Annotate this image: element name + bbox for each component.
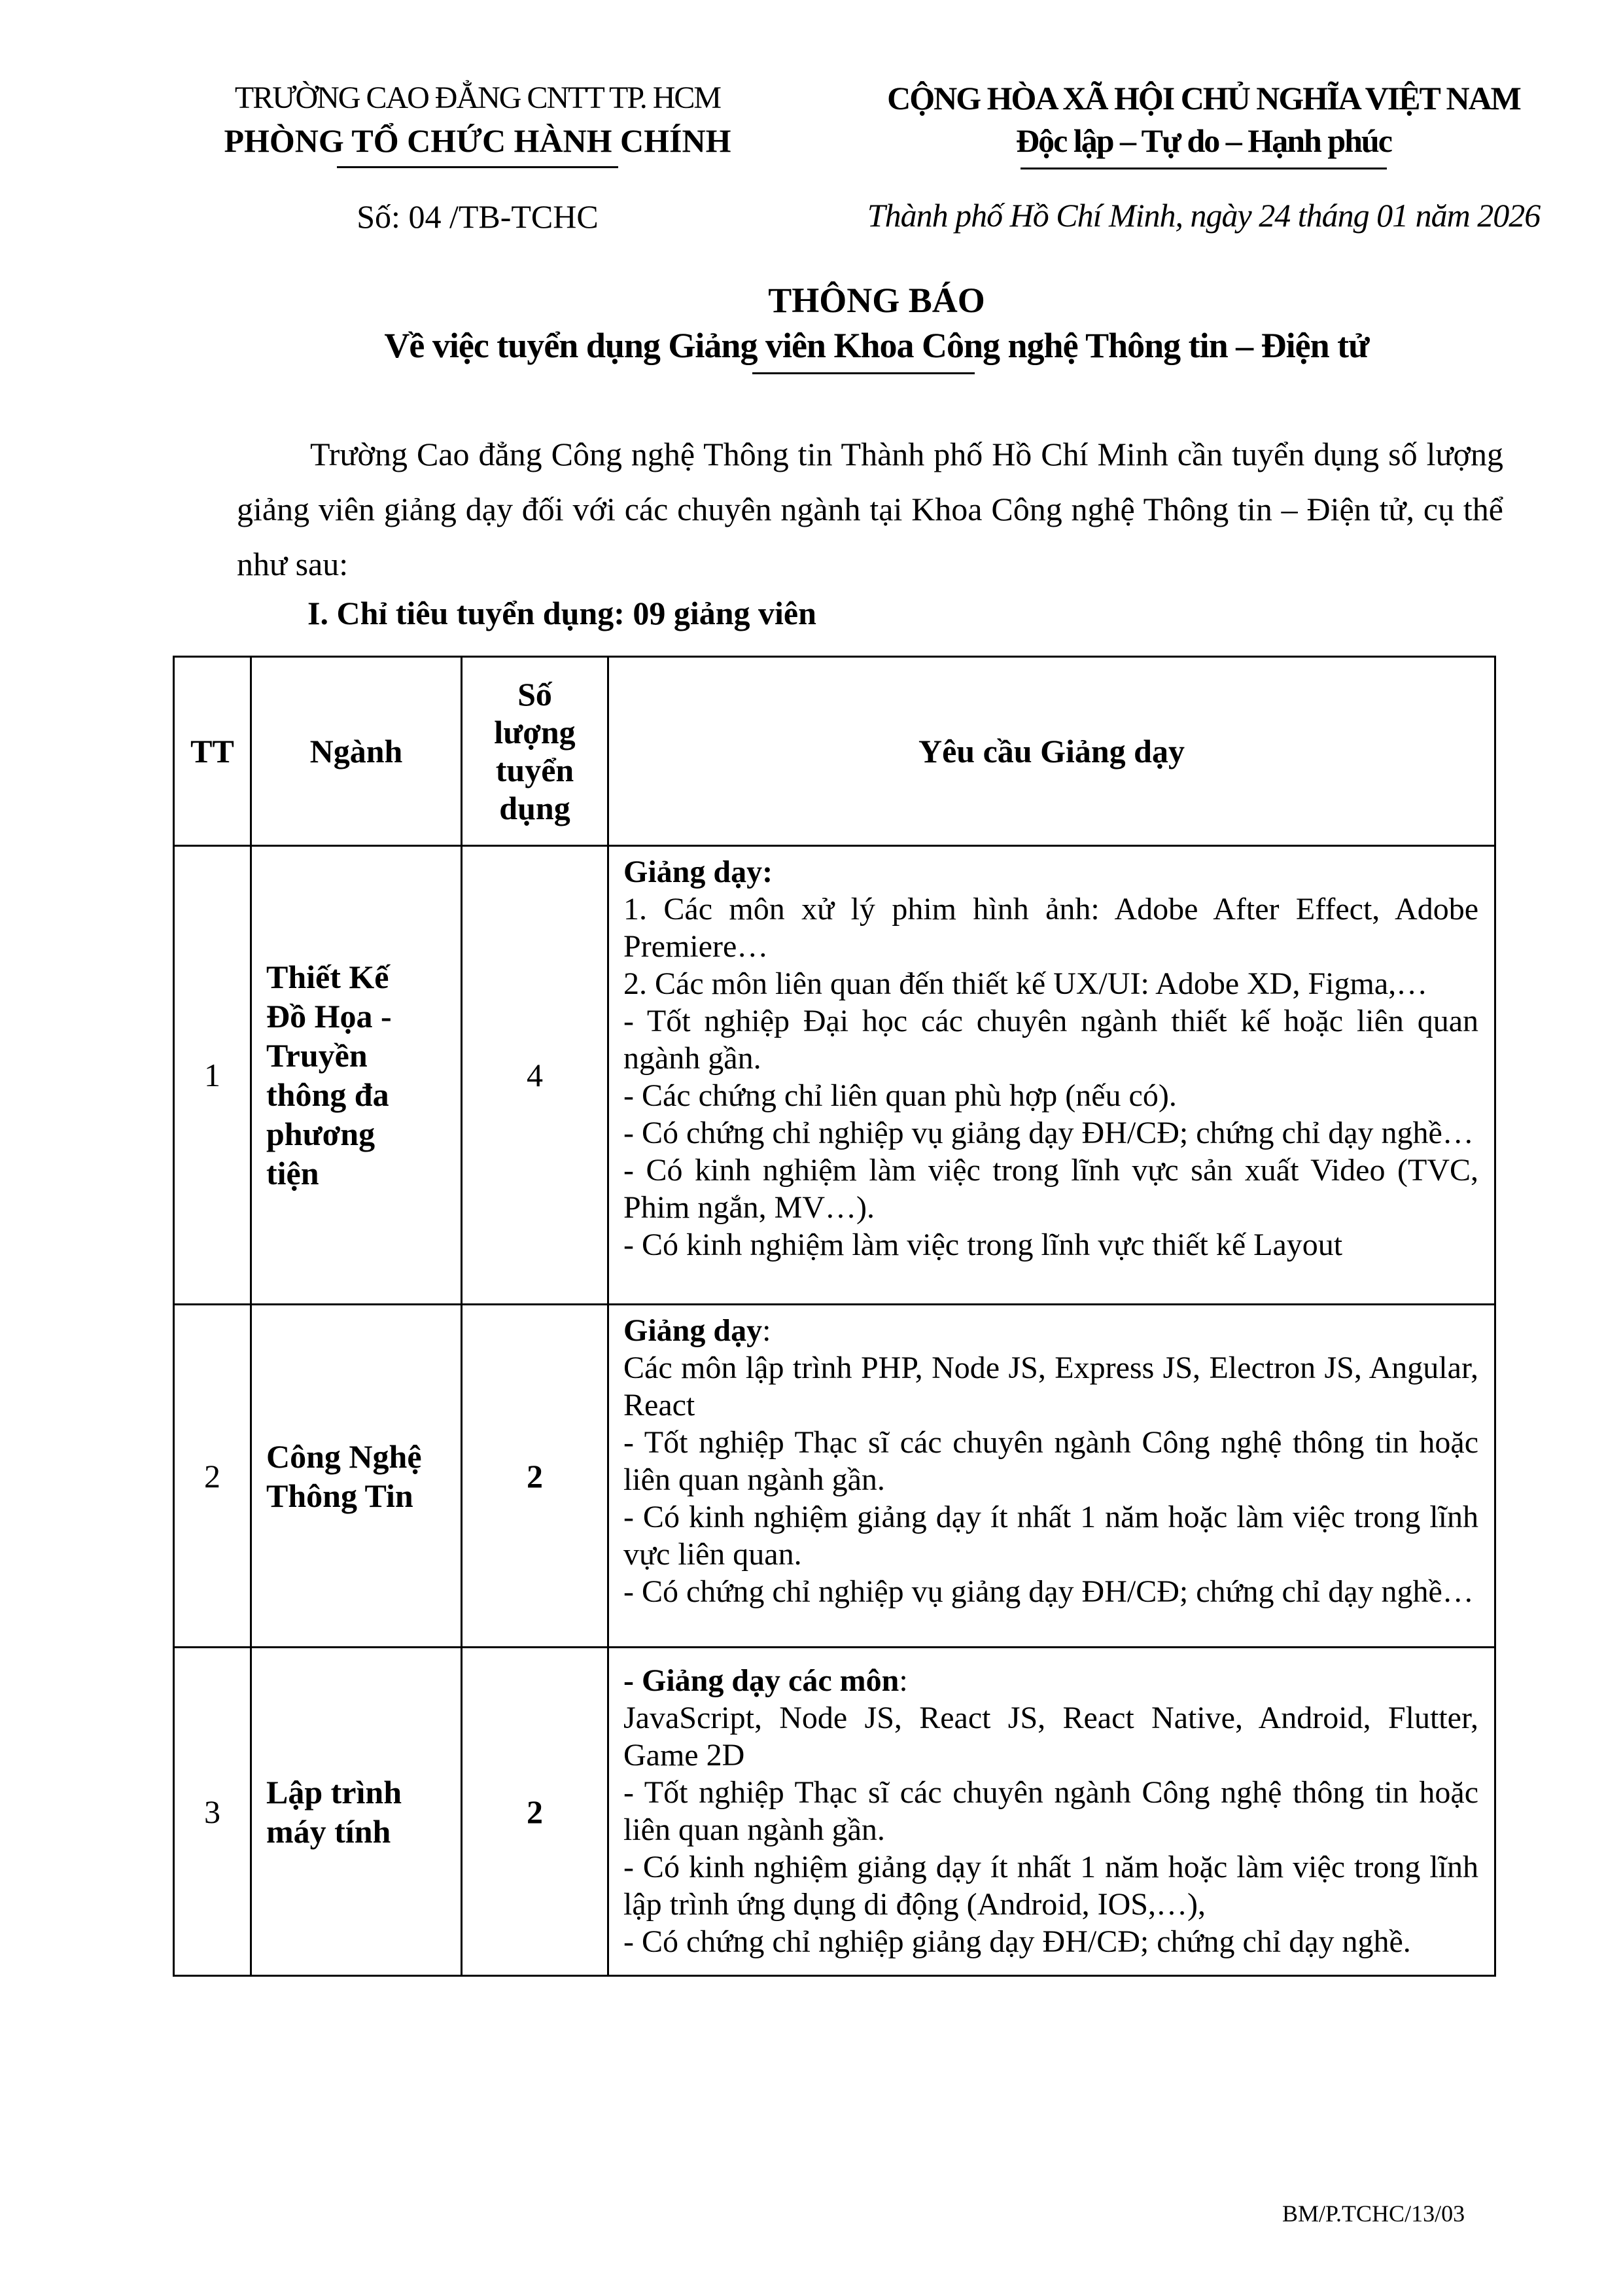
header-so-luong-line: dụng bbox=[499, 790, 570, 826]
requirement-line bbox=[623, 891, 1478, 965]
nganh-line: Lập trình bbox=[266, 1773, 402, 1810]
requirement-line bbox=[623, 1424, 1478, 1498]
requirement-text: 1. Các môn xử lý phim hình ảnh: Adobe After Effect, Adobe Premiere… bbox=[623, 892, 1478, 964]
requirement-line bbox=[623, 1312, 1478, 1349]
title-heading: THÔNG BÁO bbox=[768, 281, 985, 320]
row-nganh bbox=[251, 1648, 462, 1976]
requirement-text: - Tốt nghiệp Đại học các chuyên ngành thiết kế hoặc liên quan ngành gần. bbox=[623, 1004, 1478, 1076]
requirement-text: JavaScript, Node JS, React JS, React Native, Android, Flutter, Game 2D bbox=[623, 1700, 1478, 1773]
intro-text: Trường Cao đẳng Công nghệ Thông tin Thành phố Hồ Chí Minh cần tuyển dụng số lượng giảng viên giảng dạy đối với các chuyên ngành tại Khoa Công nghệ Thông tin – Điện tử, cụ thể như sau: bbox=[237, 436, 1503, 582]
header-so-luong-line: lượng bbox=[494, 714, 576, 751]
place-date: Thành phố Hồ Chí Minh, ngày 24 tháng 01 năm 2026 bbox=[867, 197, 1541, 234]
header-so-luong-line: tuyển bbox=[495, 752, 574, 788]
requirement-text: Giảng dạy bbox=[623, 1313, 763, 1348]
requirement-suffix: : bbox=[899, 1663, 908, 1698]
header-tt: TT bbox=[174, 657, 251, 846]
requirement-suffix: : bbox=[762, 1313, 771, 1348]
requirement-text: - Có chứng chỉ nghiệp giảng dạy ĐH/CĐ; chứng chỉ dạy nghề. bbox=[623, 1924, 1411, 1959]
row-so-luong: 2 bbox=[462, 1648, 608, 1976]
requirement-text: - Có kinh nghiệm làm việc trong lĩnh vực sản xuất Video (TVC, Phim ngắn, MV…). bbox=[623, 1153, 1478, 1225]
requirement-line bbox=[623, 1662, 1478, 1699]
nganh-line: phương bbox=[266, 1116, 375, 1152]
nganh-line: thông đa bbox=[266, 1076, 389, 1113]
nganh-line: máy tính bbox=[266, 1812, 391, 1850]
table-row bbox=[174, 1648, 1495, 1976]
requirement-text: - Giảng dạy các môn bbox=[623, 1663, 899, 1698]
row-nganh bbox=[251, 1305, 462, 1648]
requirement-text: - Có kinh nghiệm làm việc trong lĩnh vực thiết kế Layout bbox=[623, 1227, 1343, 1262]
nganh-line: Truyền bbox=[266, 1037, 368, 1074]
motto-underline bbox=[1021, 168, 1387, 169]
requirement-line bbox=[623, 1152, 1478, 1226]
national-motto: Độc lập – Tự do – Hạnh phúc bbox=[1016, 122, 1391, 159]
title-underline bbox=[752, 372, 975, 374]
document-number: Số: 04 /TB-TCHC bbox=[357, 198, 599, 235]
issuer-underline bbox=[337, 166, 618, 168]
national-header bbox=[844, 77, 1563, 235]
table-header-row bbox=[174, 657, 1495, 846]
header-yeu-cau: Yêu cầu Giảng dạy bbox=[608, 657, 1495, 846]
row-nganh bbox=[251, 846, 462, 1305]
nganh-line: tiện bbox=[266, 1155, 319, 1192]
requirement-line bbox=[623, 1774, 1478, 1848]
requirement-text: - Có chứng chỉ nghiệp vụ giảng dạy ĐH/CĐ; chứng chỉ dạy nghề… bbox=[623, 1116, 1474, 1150]
requirement-line bbox=[623, 1573, 1478, 1610]
requirement-line bbox=[623, 1848, 1478, 1923]
header-so-luong bbox=[462, 657, 608, 846]
requirement-line bbox=[623, 965, 1478, 1002]
title-subject: Về việc tuyển dụng Giảng viên Khoa Công nghệ Thông tin – Điện tử bbox=[384, 326, 1369, 365]
requirement-text: Các môn lập trình PHP, Node JS, Express JS, Electron JS, Angular, React bbox=[623, 1351, 1478, 1422]
nganh-line: Công Nghệ bbox=[266, 1438, 422, 1475]
requirement-text: - Có kinh nghiệm giảng dạy ít nhất 1 năm hoặc làm việc trong lĩnh vực liên quan. bbox=[623, 1500, 1478, 1572]
requirement-text: Giảng dạy: bbox=[623, 855, 773, 889]
requirement-text: - Có chứng chỉ nghiệp vụ giảng dạy ĐH/CĐ; chứng chỉ dạy nghề… bbox=[623, 1574, 1474, 1609]
form-code: BM/P.TCHC/13/03 bbox=[1282, 2200, 1465, 2227]
table-row bbox=[174, 1305, 1495, 1648]
row-tt: 3 bbox=[174, 1648, 251, 1976]
row-requirements bbox=[608, 846, 1495, 1305]
nation-name: CỘNG HÒA XÃ HỘI CHỦ NGHĨA VIỆT NAM bbox=[887, 80, 1520, 116]
requirement-text: - Tốt nghiệp Thạc sĩ các chuyên ngành Công nghệ thông tin hoặc liên quan ngành gần. bbox=[623, 1425, 1478, 1497]
header-so-luong-line: Số bbox=[517, 676, 552, 713]
requirement-text: - Tốt nghiệp Thạc sĩ các chuyên ngành Công nghệ thông tin hoặc liên quan ngành gần. bbox=[623, 1775, 1478, 1847]
requirement-line bbox=[623, 1699, 1478, 1774]
requirement-line bbox=[623, 1077, 1478, 1114]
requirement-line bbox=[623, 1002, 1478, 1077]
requirement-line bbox=[623, 1498, 1478, 1573]
row-so-luong: 4 bbox=[462, 846, 608, 1305]
row-so-luong: 2 bbox=[462, 1305, 608, 1648]
section-heading: I. Chỉ tiêu tuyển dụng: 09 giảng viên bbox=[307, 595, 816, 631]
recruitment-table bbox=[173, 656, 1496, 1977]
header-nganh: Ngành bbox=[251, 657, 462, 846]
row-requirements bbox=[608, 1648, 1495, 1976]
requirement-line bbox=[623, 1226, 1478, 1263]
requirement-line bbox=[623, 1349, 1478, 1424]
nganh-line: Đồ Họa - bbox=[266, 998, 392, 1034]
nganh-line: Thiết Kế bbox=[266, 959, 389, 995]
requirement-line bbox=[623, 1114, 1478, 1152]
row-requirements bbox=[608, 1305, 1495, 1648]
document-title bbox=[196, 278, 1557, 374]
table-row bbox=[174, 846, 1495, 1305]
school-name: TRƯỜNG CAO ĐẲNG CNTT TP. HCM bbox=[234, 80, 721, 115]
requirement-text: 2. Các môn liên quan đến thiết kế UX/UI: Adobe XD, Figma,… bbox=[623, 966, 1428, 1001]
row-tt: 2 bbox=[174, 1305, 251, 1648]
requirement-text: - Có kinh nghiệm giảng dạy ít nhất 1 năm hoặc làm việc trong lĩnh lập trình ứng dụng di động (Android, IOS,…), bbox=[623, 1849, 1478, 1922]
intro-paragraph bbox=[237, 427, 1503, 592]
issuer-block bbox=[196, 77, 759, 236]
nganh-line: Thông Tin bbox=[266, 1477, 413, 1514]
row-tt: 1 bbox=[174, 846, 251, 1305]
requirement-line bbox=[623, 853, 1478, 891]
department-name: PHÒNG TỔ CHỨC HÀNH CHÍNH bbox=[224, 122, 731, 159]
requirement-text: - Các chứng chỉ liên quan phù hợp (nếu có). bbox=[623, 1078, 1177, 1113]
requirement-line bbox=[623, 1923, 1478, 1960]
